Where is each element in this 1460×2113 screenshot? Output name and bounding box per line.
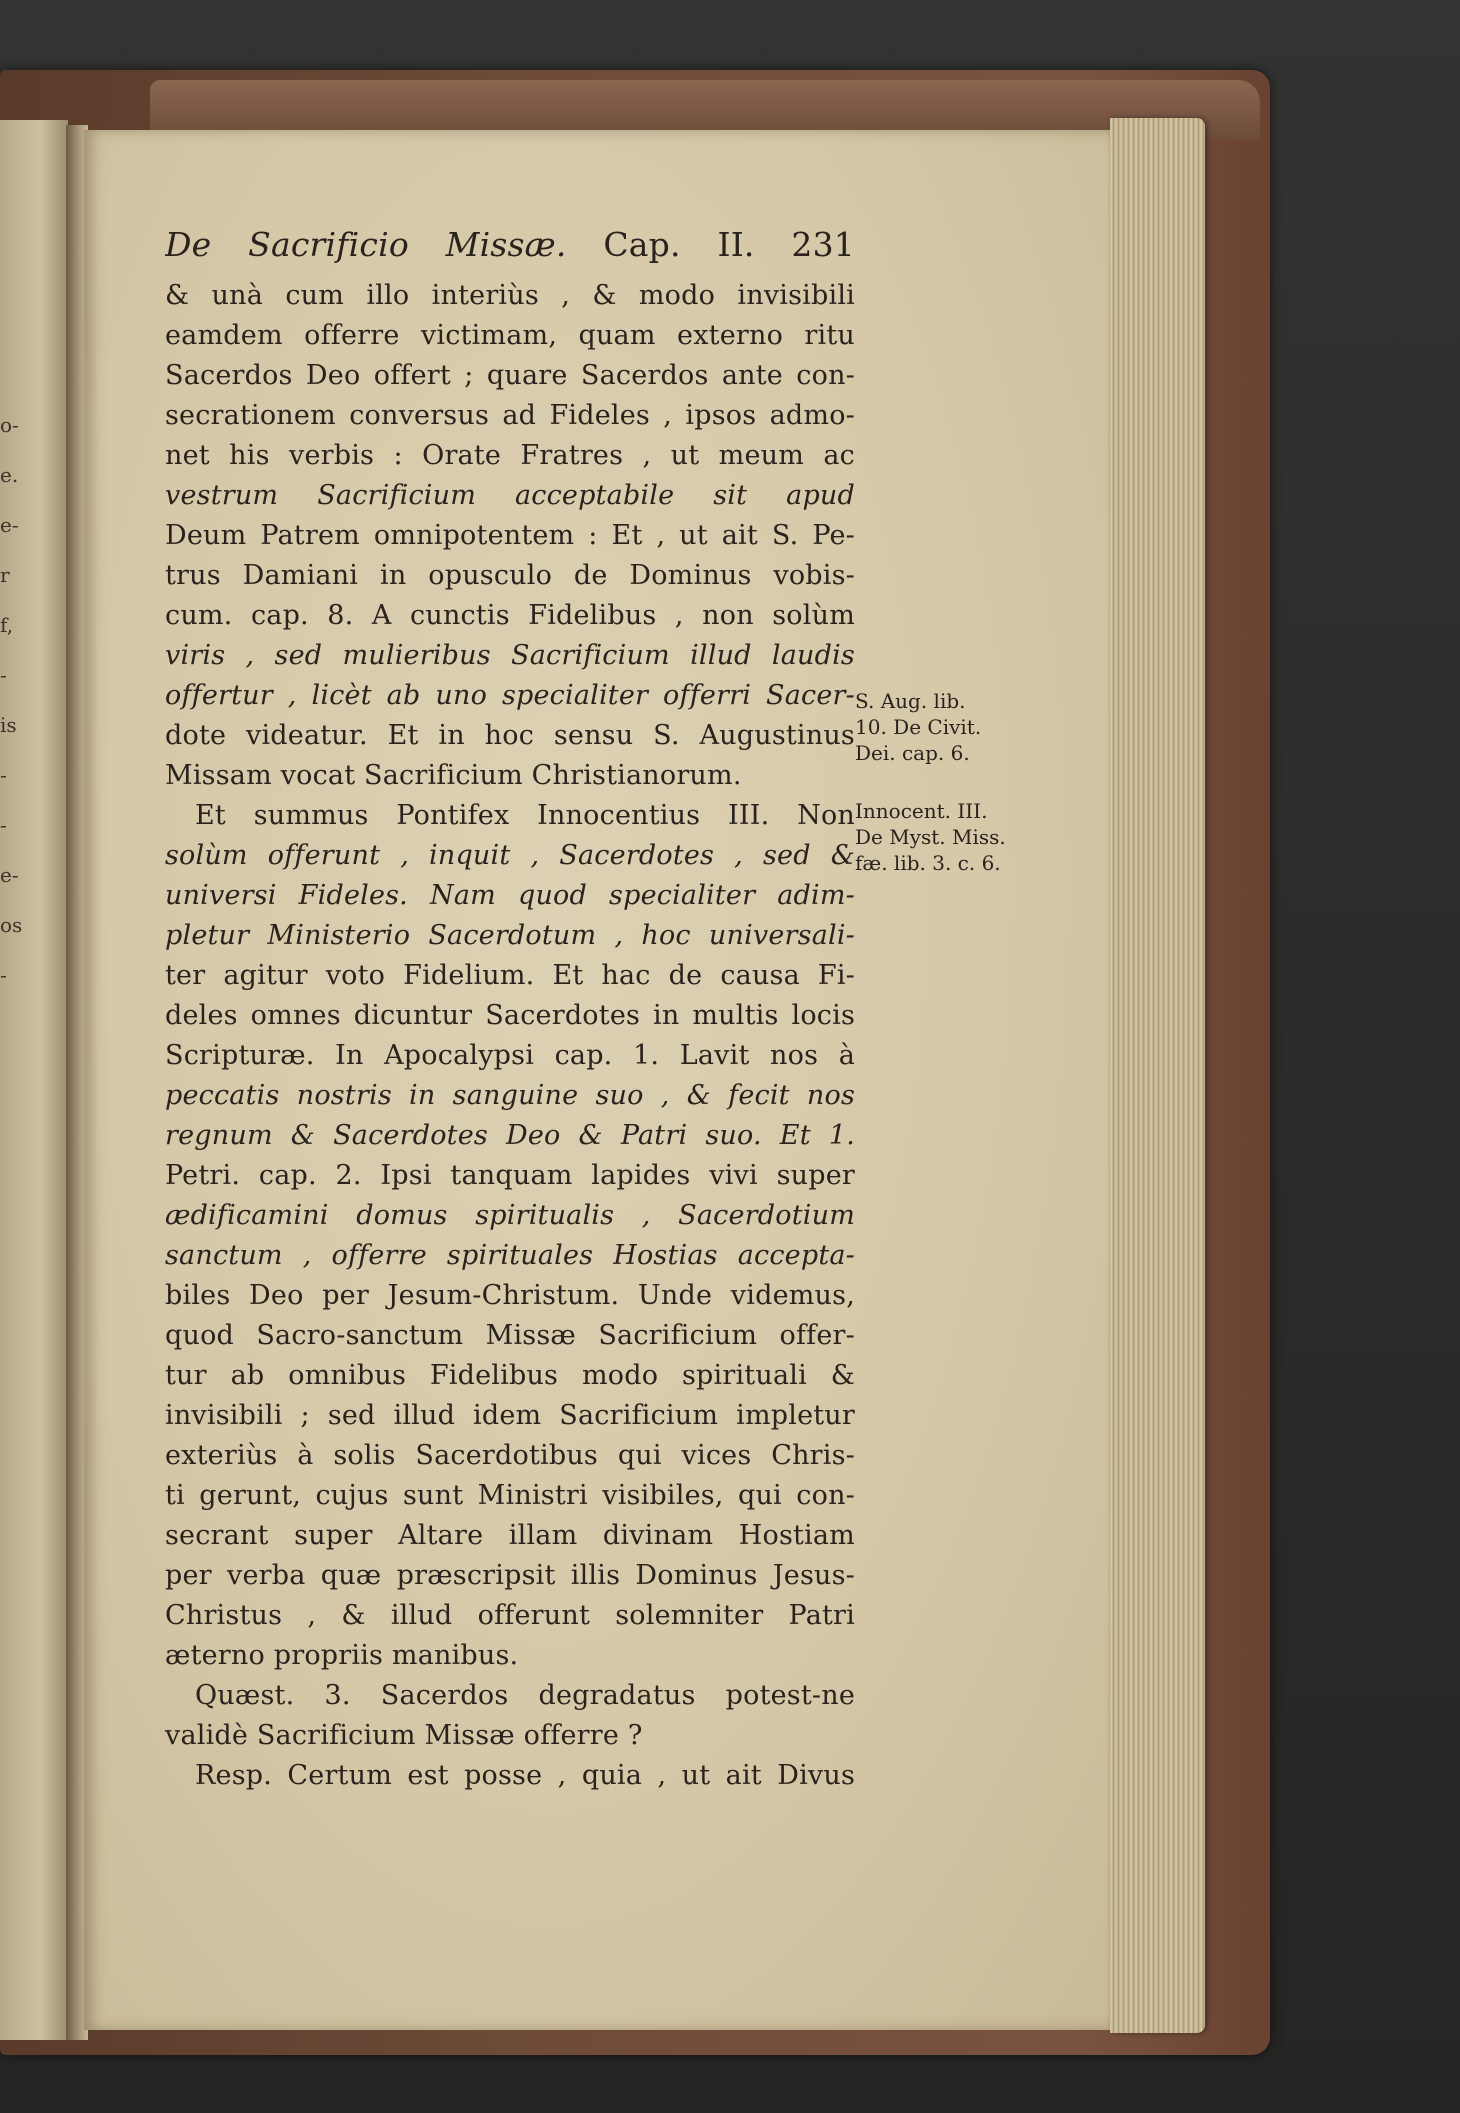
body-line: & unà cum illo interiùs , & modo invisibili <box>165 280 855 311</box>
left-page-fragment: - <box>0 763 7 787</box>
body-line: trus Damiani in opusculo de Dominus vobis- <box>165 560 855 591</box>
left-page-fragment: f, <box>0 613 14 637</box>
margin-note-gap <box>855 766 1045 798</box>
body-line: regnum & Sacerdotes Deo & Patri suo. Et 1. <box>165 1120 855 1151</box>
body-line: viris , sed mulieribus Sacrificium illud laudis <box>165 640 855 671</box>
left-page-fragment: os <box>0 913 23 937</box>
body-line: pletur Ministerio Sacerdotum , hoc universali- <box>165 920 855 951</box>
page-number: 231 <box>791 225 855 264</box>
body-line: peccatis nostris in sanguine suo , & fecit nos <box>165 1080 855 1111</box>
body-line: tur ab omnibus Fidelibus modo spirituali & <box>165 1360 855 1391</box>
body-line: Petri. cap. 2. Ipsi tanquam lapides vivi super <box>165 1160 855 1191</box>
left-page-text-fragments <box>0 400 23 1600</box>
body-line: biles Deo per Jesum-Christum. Unde videmus, <box>165 1280 855 1311</box>
left-page-fragment: is <box>0 713 17 737</box>
body-line: quod Sacro-sanctum Missæ Sacrificium offer- <box>165 1320 855 1351</box>
body-line: secrationem conversus ad Fideles , ipsos admo- <box>165 400 855 431</box>
left-page-fragment: e- <box>0 863 19 887</box>
margin-note-line: De Myst. Miss. <box>855 825 1006 849</box>
body-line: solùm offerunt , inquit , Sacerdotes , sed & <box>165 840 855 871</box>
margin-note <box>855 688 1045 766</box>
margin-note-line: S. Aug. lib. <box>855 689 966 713</box>
body-line: sanctum , offerre spirituales Hostias accepta- <box>165 1240 855 1271</box>
left-page-fragment: e- <box>0 513 19 537</box>
body-line: æterno propriis manibus. <box>165 1640 519 1671</box>
left-page-fragment: o- <box>0 413 19 437</box>
left-facing-page <box>0 120 68 2040</box>
body-line: ædificamini domus spiritualis , Sacerdotium <box>165 1200 855 1231</box>
body-line: Deum Patrem omnipotentem : Et , ut ait S. Pe- <box>165 520 855 551</box>
running-title: De Sacrificio Missæ. <box>165 225 567 264</box>
body-line: invisibili ; sed illud idem Sacrificium impletur <box>165 1400 855 1431</box>
margin-note-line: Innocent. III. <box>855 799 988 823</box>
body-line: Et summus Pontifex Innocentius III. Non <box>195 800 855 831</box>
body-line: ti gerunt, cujus sunt Ministri visibiles, qui con- <box>165 1480 855 1511</box>
body-line: deles omnes dicuntur Sacerdotes in multis locis <box>165 1000 855 1031</box>
body-line: net his verbis : Orate Fratres , ut meum ac <box>165 440 855 471</box>
running-header <box>165 222 855 268</box>
body-line: Missam vocat Sacrificium Christianorum. <box>165 760 742 791</box>
left-page-fragment: r <box>0 563 10 587</box>
body-line: ter agitur voto Fidelium. Et hac de causa Fi- <box>165 960 855 991</box>
margin-note-line: 10. De Civit. <box>855 715 982 739</box>
page-edges <box>1110 118 1205 2033</box>
left-page-fragment: - <box>0 813 7 837</box>
margin-note <box>855 798 1045 876</box>
margin-note-line: fæ. lib. 3. c. 6. <box>855 851 1001 875</box>
body-line: Quæst. 3. Sacerdos degradatus potest-ne <box>195 1680 855 1711</box>
body-line: exteriùs à solis Sacerdotibus qui vices Chris- <box>165 1440 855 1471</box>
body-line: validè Sacrificium Missæ offerre ? <box>165 1720 643 1751</box>
body-line: Sacerdos Deo offert ; quare Sacerdos ante con- <box>165 360 855 391</box>
body-line: cum. cap. 8. A cunctis Fidelibus , non solùm <box>165 600 855 631</box>
left-page-fragment: - <box>0 963 7 987</box>
body-line: vestrum Sacrificium acceptabile sit apud <box>165 480 855 511</box>
left-page-fragment: - <box>0 663 7 687</box>
body-line: dote videatur. Et in hoc sensu S. Augustinus <box>165 720 855 751</box>
chapter-label: Cap. II. <box>603 225 755 264</box>
body-line: eamdem offerre victimam, quam externo ritu <box>165 320 855 351</box>
body-line: Resp. Certum est posse , quia , ut ait Divus <box>195 1760 855 1791</box>
body-line: universi Fideles. Nam quod specialiter adim- <box>165 880 855 911</box>
left-page-fragment: e. <box>0 463 19 487</box>
body-line: per verba quæ præscripsit illis Dominus Jesus- <box>165 1560 855 1591</box>
body-line: offertur , licèt ab uno specialiter offerri Sacer- <box>165 680 855 711</box>
body-line: secrant super Altare illam divinam Hostiam <box>165 1520 855 1551</box>
body-line: Christus , & illud offerunt solemniter Patri <box>165 1600 855 1631</box>
body-line: Scripturæ. In Apocalypsi cap. 1. Lavit nos à <box>165 1040 855 1071</box>
body-text <box>165 276 855 1796</box>
margin-notes <box>855 688 1045 876</box>
page-text-block <box>165 222 855 1796</box>
margin-note-line: Dei. cap. 6. <box>855 741 970 765</box>
